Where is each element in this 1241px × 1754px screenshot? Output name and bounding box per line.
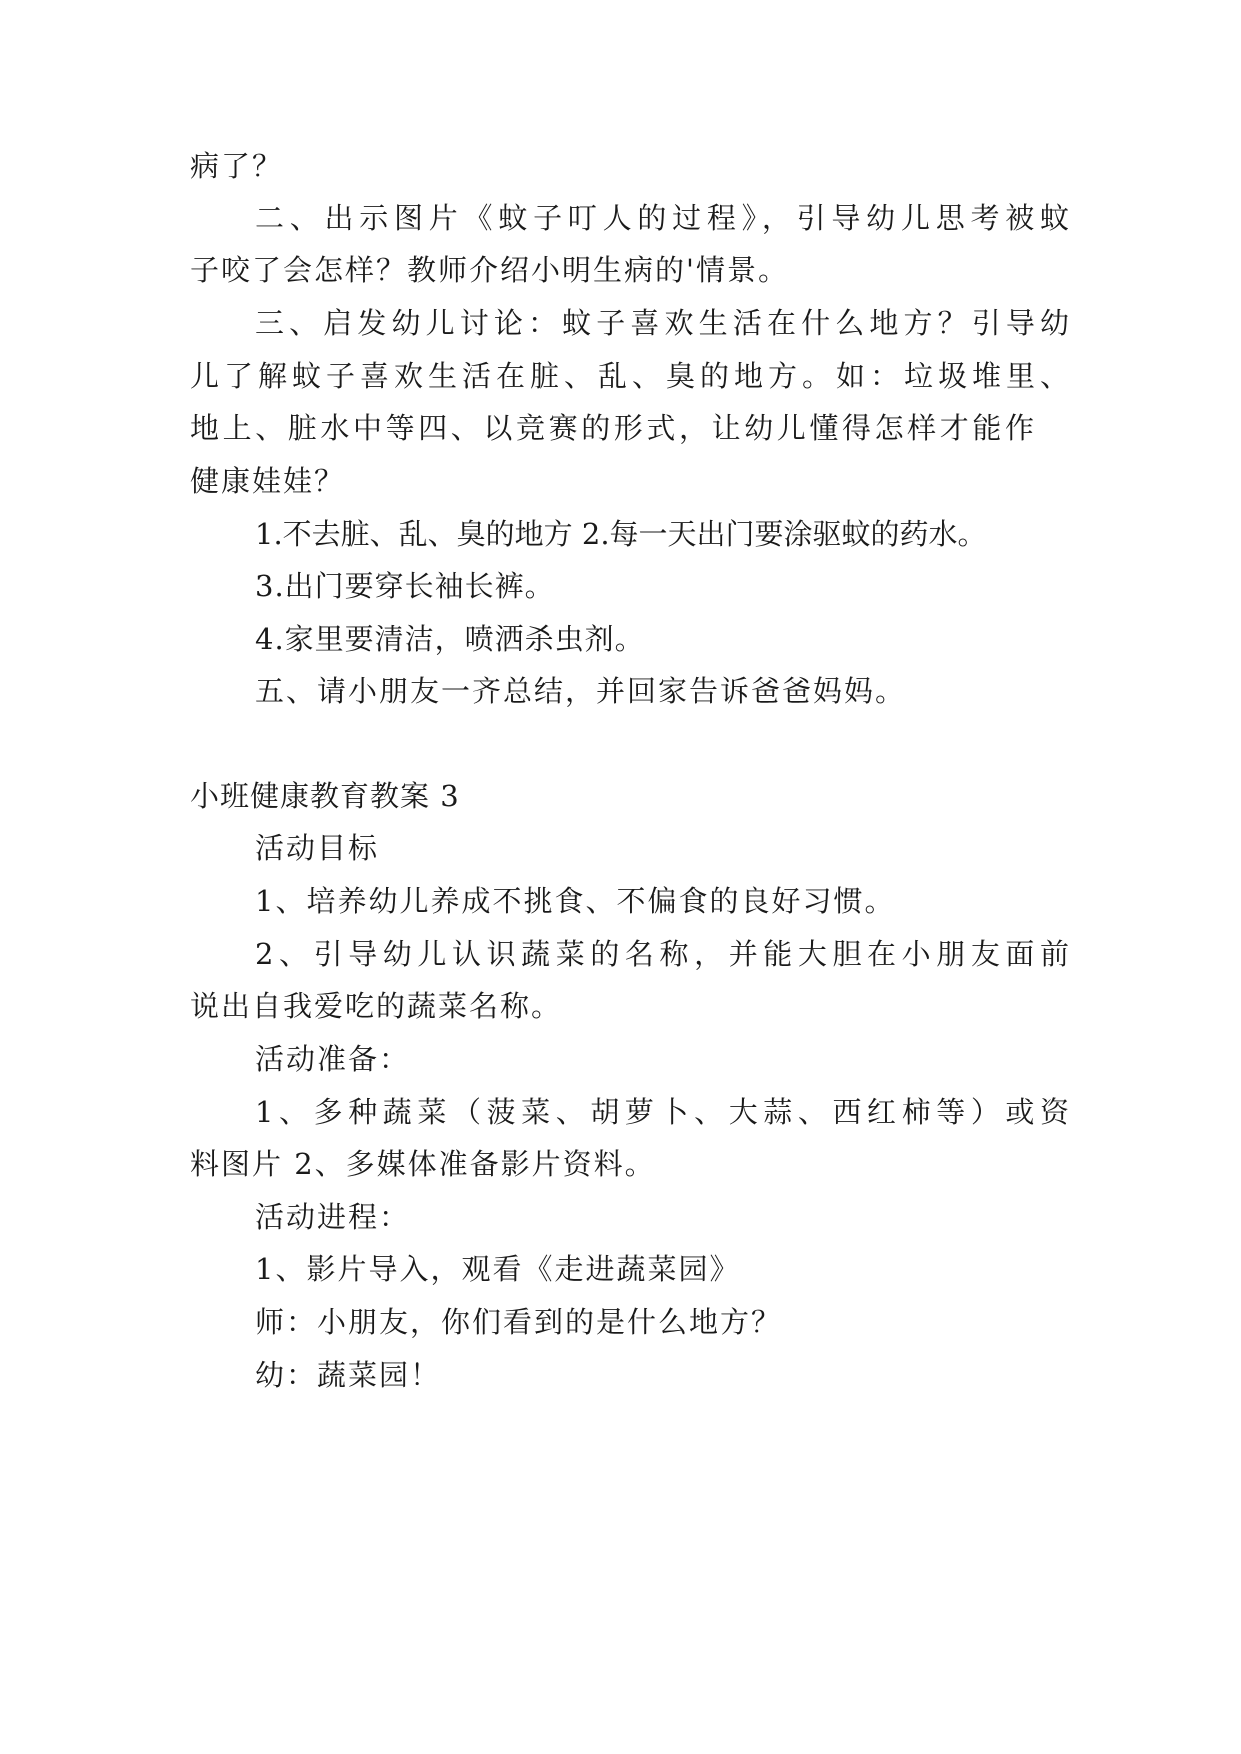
section-heading: 活动进程： [255, 1200, 411, 1234]
list-item: 1.不去脏、乱、臭的地方 2.每一天出门要涂驱蚊的药水。 [255, 517, 987, 551]
paragraph-line: 料图片 2、多媒体准备影片资料。 [190, 1147, 656, 1181]
list-item: 4.家里要清洁，喷洒杀虫剂。 [255, 622, 645, 656]
section-heading: 活动目标 [255, 831, 380, 865]
list-item: 2、引导幼儿认识蔬菜的名称，并能大胆在小朋友面前 [255, 937, 1070, 971]
paragraph-line: 五、请小朋友一齐总结，并回家告诉爸爸妈妈。 [255, 674, 907, 708]
paragraph-line: 二、出示图片《蚊子叮人的过程》，引导幼儿思考被蚊 [255, 201, 1070, 235]
list-item: 3.出门要穿长袖长裤。 [255, 569, 555, 603]
dialogue-line: 幼：蔬菜园！ [255, 1358, 442, 1392]
paragraph-line: 病了？ [190, 149, 284, 183]
paragraph-line: 说出自我爱吃的蔬菜名称。 [190, 989, 563, 1023]
paragraph-line: 地上、脏水中等四、以竞赛的形式，让幼儿懂得怎样才能作 [190, 411, 1035, 445]
paragraph-line: 三、启发幼儿讨论：蚊子喜欢生活在什么地方？引导幼 [255, 306, 1070, 340]
list-item: 1、培养幼儿养成不挑食、不偏食的良好习惯。 [255, 884, 896, 918]
section-heading: 活动准备： [255, 1042, 411, 1076]
list-item: 1、多种蔬菜（菠菜、胡萝卜、大蒜、西红柿等）或资 [255, 1095, 1070, 1129]
section-title: 小班健康教育教案 3 [190, 779, 460, 813]
list-item: 1、影片导入，观看《走进蔬菜园》 [255, 1252, 741, 1286]
paragraph-line: 儿了解蚊子喜欢生活在脏、乱、臭的地方。如：垃圾堆里、 [190, 359, 1070, 393]
paragraph-line: 子咬了会怎样？教师介绍小明生病的'情景。 [190, 253, 789, 287]
paragraph-line: 健康娃娃？ [190, 464, 346, 498]
dialogue-line: 师：小朋友，你们看到的是什么地方？ [255, 1305, 783, 1339]
